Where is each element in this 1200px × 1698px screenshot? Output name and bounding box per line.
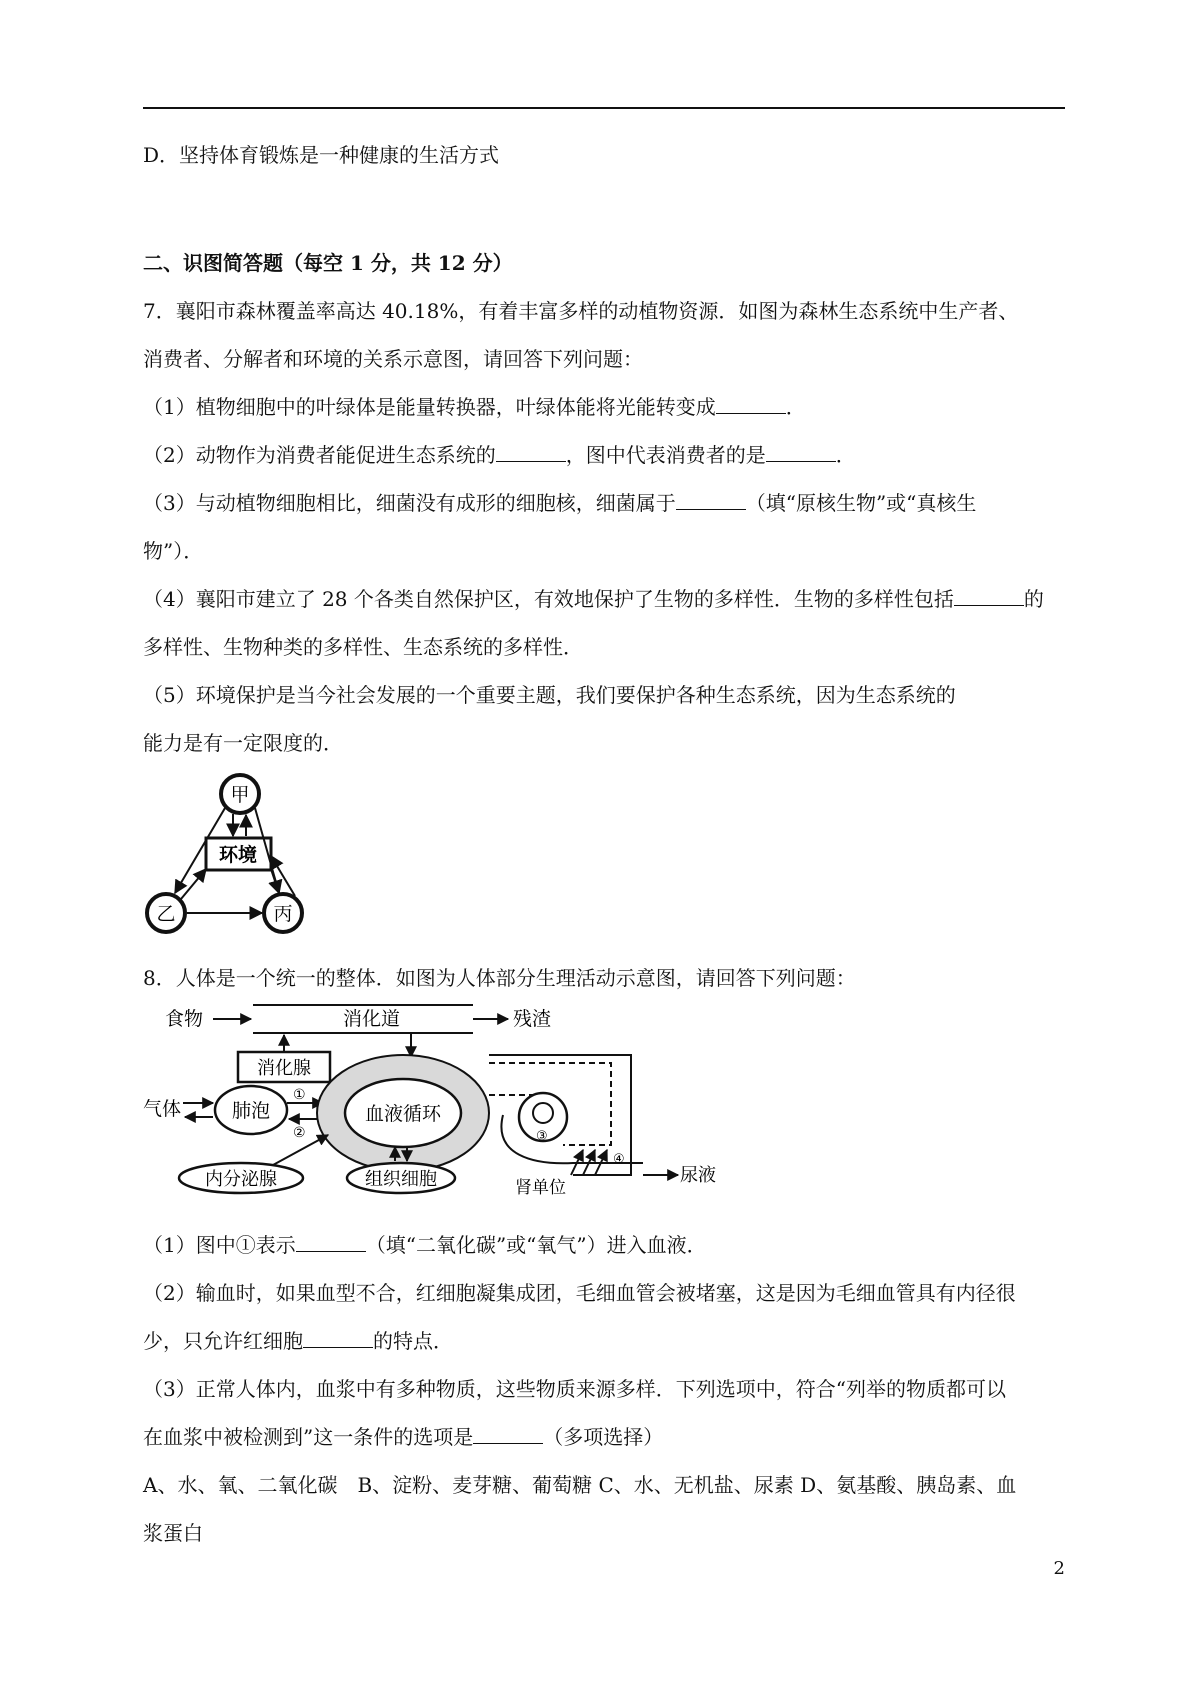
q7-part1-text: （1）植物细胞中的叶绿体是能量转换器，叶绿体能将光能转变成	[143, 395, 716, 419]
node-left-label: 乙	[156, 903, 176, 925]
q8-part2-end: 的特点．	[373, 1329, 453, 1353]
q8-part2: （2）输血时，如果血型不合，红细胞凝集成团，毛细血管会被堵塞，这是因为毛细血管具有内径很	[143, 1281, 1016, 1305]
environment-label: 环境	[218, 844, 258, 866]
marker-1: ①	[293, 1087, 306, 1103]
q8-part2-cont	[143, 1326, 453, 1356]
physiology-diagram	[143, 995, 723, 1195]
header-rule	[143, 107, 1065, 109]
q7-part4	[143, 584, 1044, 614]
q8-options-line2: 浆蛋白	[143, 1521, 203, 1545]
marker-3: ③	[536, 1129, 548, 1144]
q8-part3-blank[interactable]	[473, 1425, 543, 1444]
marker-4: ④	[613, 1152, 625, 1167]
q7-part3	[143, 488, 976, 518]
q8-part3-text: 在血浆中被检测到”这一条件的选项是	[143, 1425, 474, 1449]
alveoli-label: 肺泡	[231, 1100, 271, 1122]
ecosystem-diagram	[143, 770, 343, 945]
q7-part2-text: （2）动物作为消费者能促进生态系统的	[143, 443, 496, 467]
tract-label: 消化道	[343, 1008, 401, 1030]
q7-part3-blank[interactable]	[676, 491, 746, 510]
q8-part3: （3）正常人体内，血浆中有多种物质，这些物质来源多样．下列选项中，符合“列举的物质都可以	[143, 1377, 1006, 1401]
node-right-label: 丙	[273, 903, 293, 925]
q7-stem-line2: 消费者、分解者和环境的关系示意图，请回答下列问题：	[143, 347, 643, 371]
endocrine-label: 内分泌腺	[205, 1169, 277, 1190]
q8-part2-text: 少，只允许红细胞	[143, 1329, 303, 1353]
q8-part1	[143, 1230, 707, 1260]
q7-part3-cont: 物”）．	[143, 539, 204, 563]
q7-part2-blank2[interactable]	[766, 443, 836, 462]
gland-label: 消化腺	[257, 1058, 311, 1079]
q8-stem: 8．人体是一个统一的整体．如图为人体部分生理活动示意图，请回答下列问题：	[143, 966, 856, 990]
q7-part5-cont: 能力是有一定限度的．	[143, 731, 343, 755]
food-label: 食物	[165, 1008, 204, 1030]
q7-part4-mid: 的	[1023, 587, 1044, 611]
q7-part4-text: （4）襄阳市建立了 28 个各类自然保护区，有效地保护了生物的多样性．生物的多样性包括	[143, 587, 954, 611]
q7-part3-text: （3）与动植物细胞相比，细菌没有成形的细胞核，细菌属于	[143, 491, 676, 515]
q7-part2-blank1[interactable]	[496, 443, 566, 462]
q8-part3-cont	[143, 1422, 663, 1452]
q7-stem-line1: 7．襄阳市森林覆盖率高达 40.18%，有着丰富多样的动植物资源．如图为森林生态系统中生产者、	[143, 299, 1019, 323]
marker-2: ②	[293, 1125, 306, 1141]
tissue-label: 组织细胞	[365, 1169, 437, 1190]
q8-part1-blank[interactable]	[296, 1233, 366, 1252]
q7-part3-mid: （填“原核生物”或“真核生	[745, 491, 977, 515]
q8-part1-end: （填“二氧化碳”或“氧气”）进入血液．	[365, 1233, 707, 1257]
q7-part2-mid: ，图中代表消费者的是	[565, 443, 766, 467]
q7-part4-cont: 多样性、生物种类的多样性、生态系统的多样性．	[143, 635, 583, 659]
residue-label: 残渣	[513, 1008, 552, 1030]
nephron-label: 肾单位	[515, 1178, 566, 1195]
section-title: 二、识图简答题（每空 1 分，共 12 分）	[143, 251, 513, 275]
q7-part1-end: ．	[785, 395, 806, 419]
q8-part3-end: （多项选择）	[543, 1425, 664, 1449]
q7-part5: （5）环境保护是当今社会发展的一个重要主题，我们要保护各种生态系统，因为生态系统的	[143, 683, 956, 707]
node-top-label: 甲	[230, 784, 250, 806]
circulation-label: 血液循环	[364, 1103, 442, 1125]
q8-part1-text: （1）图中①表示	[143, 1233, 296, 1257]
urine-label: 尿液	[680, 1165, 716, 1186]
q7-part2-end: ．	[835, 443, 856, 467]
q7-part2	[143, 440, 856, 470]
page-number: 2	[1053, 1558, 1065, 1579]
q7-part1-blank[interactable]	[716, 395, 786, 414]
choice-d: D．坚持体育锻炼是一种健康的生活方式	[143, 143, 500, 167]
gas-label: 气体	[143, 1098, 182, 1120]
q8-part2-blank[interactable]	[303, 1329, 373, 1348]
q7-part4-blank[interactable]	[954, 587, 1024, 606]
q7-part1	[143, 392, 806, 422]
q8-options-line1: A、水、氧、二氧化碳 B、淀粉、麦芽糖、葡萄糖 C、水、无机盐、尿素 D、氨基酸、胰岛素、血	[143, 1473, 1017, 1497]
